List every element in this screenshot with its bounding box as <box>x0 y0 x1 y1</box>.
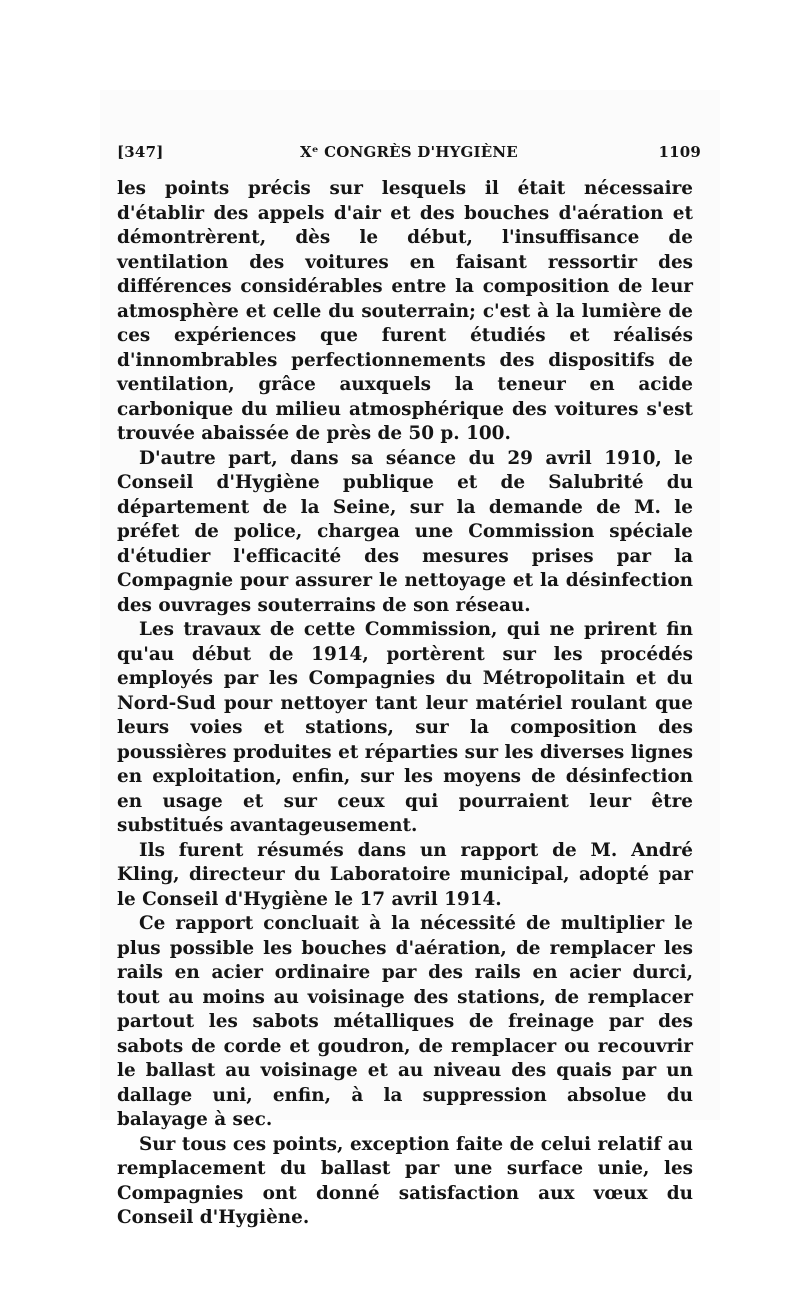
header-page-bracket-number: [347] <box>117 143 164 161</box>
paragraph: Sur tous ces points, exception faite de celui relatif au remplacement du ballast par une surface unie, les Compagnies ont donné satisfaction aux vœux du Conseil d'Hygiène. <box>117 1133 693 1228</box>
running-header <box>117 140 701 164</box>
paragraph-continuation: les points précis sur lesquels il était nécessaire d'établir des appels d'air et des bouches d'aération et démontrèrent, dès le début, l'insuffisance de ventilation des voitures en faisant ressortir des différences considérables entre la composition de leur atmosphère et celle du souterrain; c'est à la lumière de ces expériences que furent étudiés et réalisés d'innombrables perfectionnements des dispositifs de ventilation, grâce auxquels la teneur en acide carbonique du milieu atmosphérique des voitures s'est trouvée abaissée de près de 50 p. 100. <box>117 178 693 444</box>
paragraph: D'autre part, dans sa séance du 29 avril 1910, le Conseil d'Hygiène publique et de Salubrité du département de la Seine, sur la demande de M. le préfet de police, chargea une Commission spéciale d'étudier l'efficacité des mesures prises par la Compagnie pour assurer le nettoyage et la désinfection des ouvrages souterrains de son réseau. <box>117 447 693 616</box>
header-title: Xᵉ CONGRÈS D'HYGIÈNE <box>300 143 518 161</box>
paragraph: Ce rapport concluait à la nécessité de multiplier le plus possible les bouches d'aération, de remplacer les rails en acier ordinaire par des rails en acier durci, tout au moins au voisinage des stations, de remplacer partout les sabots métalliques de freinage par des sabots de corde et goudron, de remplacer ou recouvrir le ballast au voisinage et au niveau des quais par un dallage uni, enfin, à la suppression absolue du balayage à sec. <box>117 913 693 1130</box>
body-text <box>117 177 693 1231</box>
header-page-number: 1109 <box>658 143 701 161</box>
paragraph: Les travaux de cette Commission, qui ne prirent fin qu'au début de 1914, portèrent sur les procédés employés par les Compagnies du Métropolitain et du Nord-Sud pour nettoyer tant leur matériel roulant que leurs voies et stations, sur la composition des poussières produites et réparties sur les diverses lignes en exploitation, enfin, sur les moyens de désinfection en usage et sur ceux qui pourraient leur être substitués avantageusement. <box>117 619 693 836</box>
paragraph: Ils furent résumés dans un rapport de M. André Kling, directeur du Laboratoire municipal, adopté par le Conseil d'Hygiène le 17 avril 1914. <box>117 839 693 910</box>
